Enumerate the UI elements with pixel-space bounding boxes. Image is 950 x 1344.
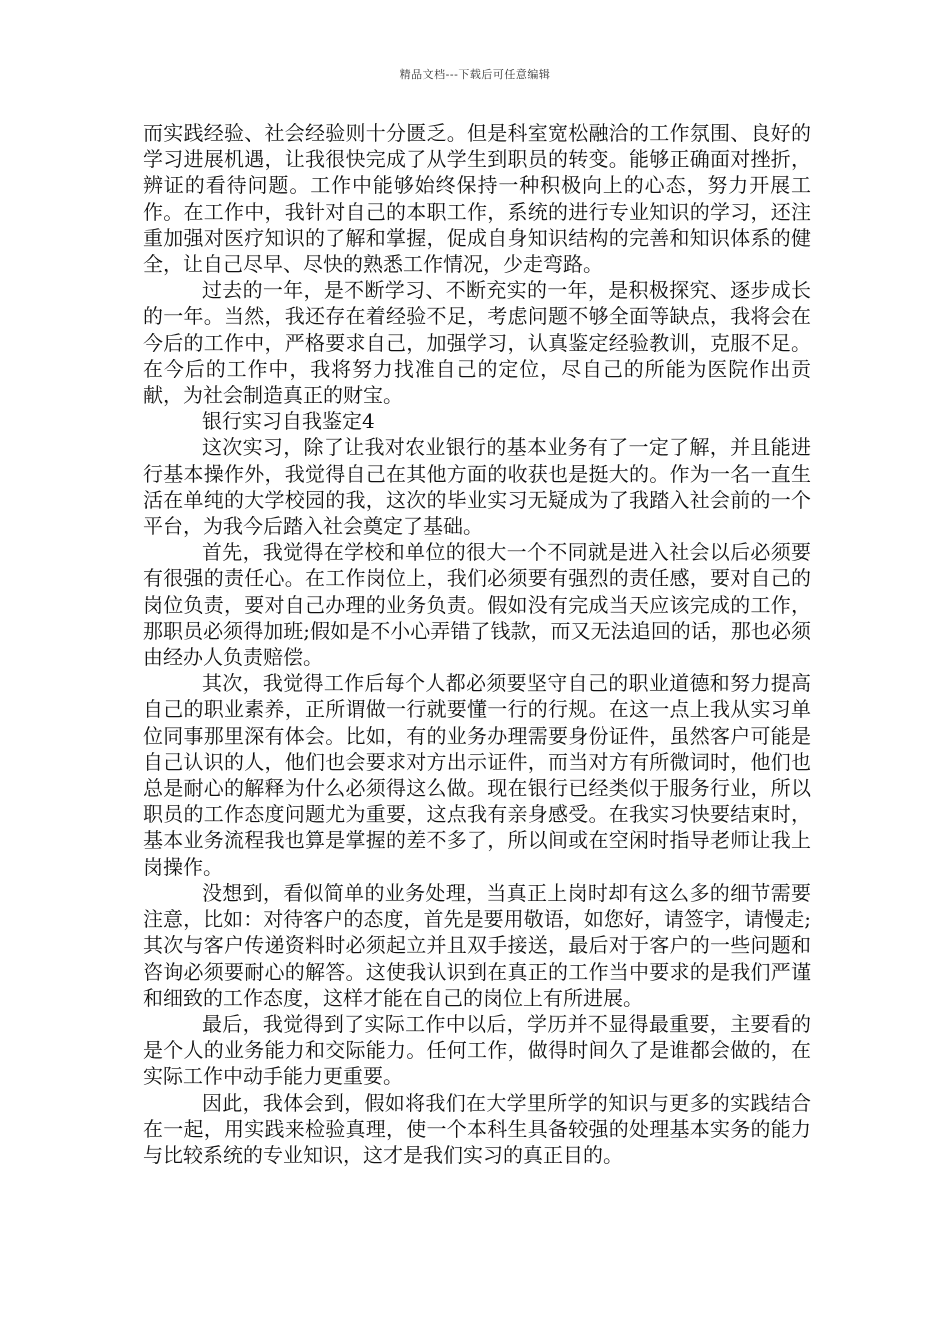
paragraph: 最后，我觉得到了实际工作中以后，学历并不显得最重要，主要看的是个人的业务能力和交际能力。任何工作，做得时间久了是谁都会做的，在实际工作中动手能力更重要。 [143,1011,811,1089]
paragraph: 没想到，看似简单的业务处理，当真正上岗时却有这么多的细节需要注意，比如：对待客户的态度，首先是要用敬语，如您好，请签字，请慢走;其次与客户传递资料时必须起立并且双手接送，最后对于客户的一些问题和咨询必须要耐心的解答。这使我认识到在真正的工作当中要求的是我们严谨和细致的工作态度，这样才能在自己的岗位上有所进展。 [143,880,811,1010]
page-header: 精品文档---下载后可任意编辑 [399,68,551,81]
paragraph: 而实践经验、社会经验则十分匮乏。但是科室宽松融洽的工作氛围、良好的学习进展机遇，让我很快完成了从学生到职员的转变。能够正确面对挫折，辨证的看待问题。工作中能够始终保持一种积极向上的心态，努力开展工作。在工作中，我针对自己的本职工作，系统的进行专业知识的学习，还注重加强对医疗知识的了解和掌握，促成自身知识结构的完善和知识体系的健全，让自己尽早、尽快的熟悉工作情况，少走弯路。 [143,121,811,277]
paragraph: 首先，我觉得在学校和单位的很大一个不同就是进入社会以后必须要有很强的责任心。在工作岗位上，我们必须要有强烈的责任感，要对自己的岗位负责，要对自己办理的业务负责。假如没有完成当天应该完成的工作，那职员必须得加班;假如是不小心弄错了钱款，而又无法追回的话，那也必须由经办人负责赔偿。 [143,540,811,670]
paragraph: 因此，我体会到，假如将我们在大学里所学的知识与更多的实践结合在一起，用实践来检验真理，使一个本科生具备较强的处理基本实务的能力与比较系统的专业知识，这才是我们实习的真正目的。 [143,1090,811,1167]
section-heading: 银行实习自我鉴定4 [202,409,375,434]
paragraph: 过去的一年，是不断学习、不断充实的一年，是积极探究、逐步成长的一年。当然，我还存在着经验不足，考虑问题不够全面等缺点，我将会在今后的工作中，严格要求自己，加强学习，认真鉴定经验教训，克服不足。在今后的工作中，我将努力找准自己的定位，尽自己的所能为医院作出贡献，为社会制造真正的财宝。 [143,278,811,408]
paragraph: 其次，我觉得工作后每个人都必须要坚守自己的职业道德和努力提高自己的职业素养，正所谓做一行就要懂一行的行规。在这一点上我从实习单位同事那里深有体会。比如，有的业务办理需要身份证件，虽然客户可能是自己认识的人，他们也会要求对方出示证件，而当对方有所微词时，他们也总是耐心的解释为什么必须得这么做。现在银行已经类似于服务行业，所以职员的工作态度问题尤为重要，这点我有亲身感受。在我实习快要结束时，基本业务流程我也算是掌握的差不多了，所以间或在空闲时指导老师让我上岗操作。 [143,671,811,879]
paragraph: 这次实习，除了让我对农业银行的基本业务有了一定了解，并且能进行基本操作外，我觉得自己在其他方面的收获也是挺大的。作为一名一直生活在单纯的大学校园的我，这次的毕业实习无疑成为了我踏入社会前的一个平台，为我今后踏入社会奠定了基础。 [143,435,811,539]
document-body [143,120,811,1168]
